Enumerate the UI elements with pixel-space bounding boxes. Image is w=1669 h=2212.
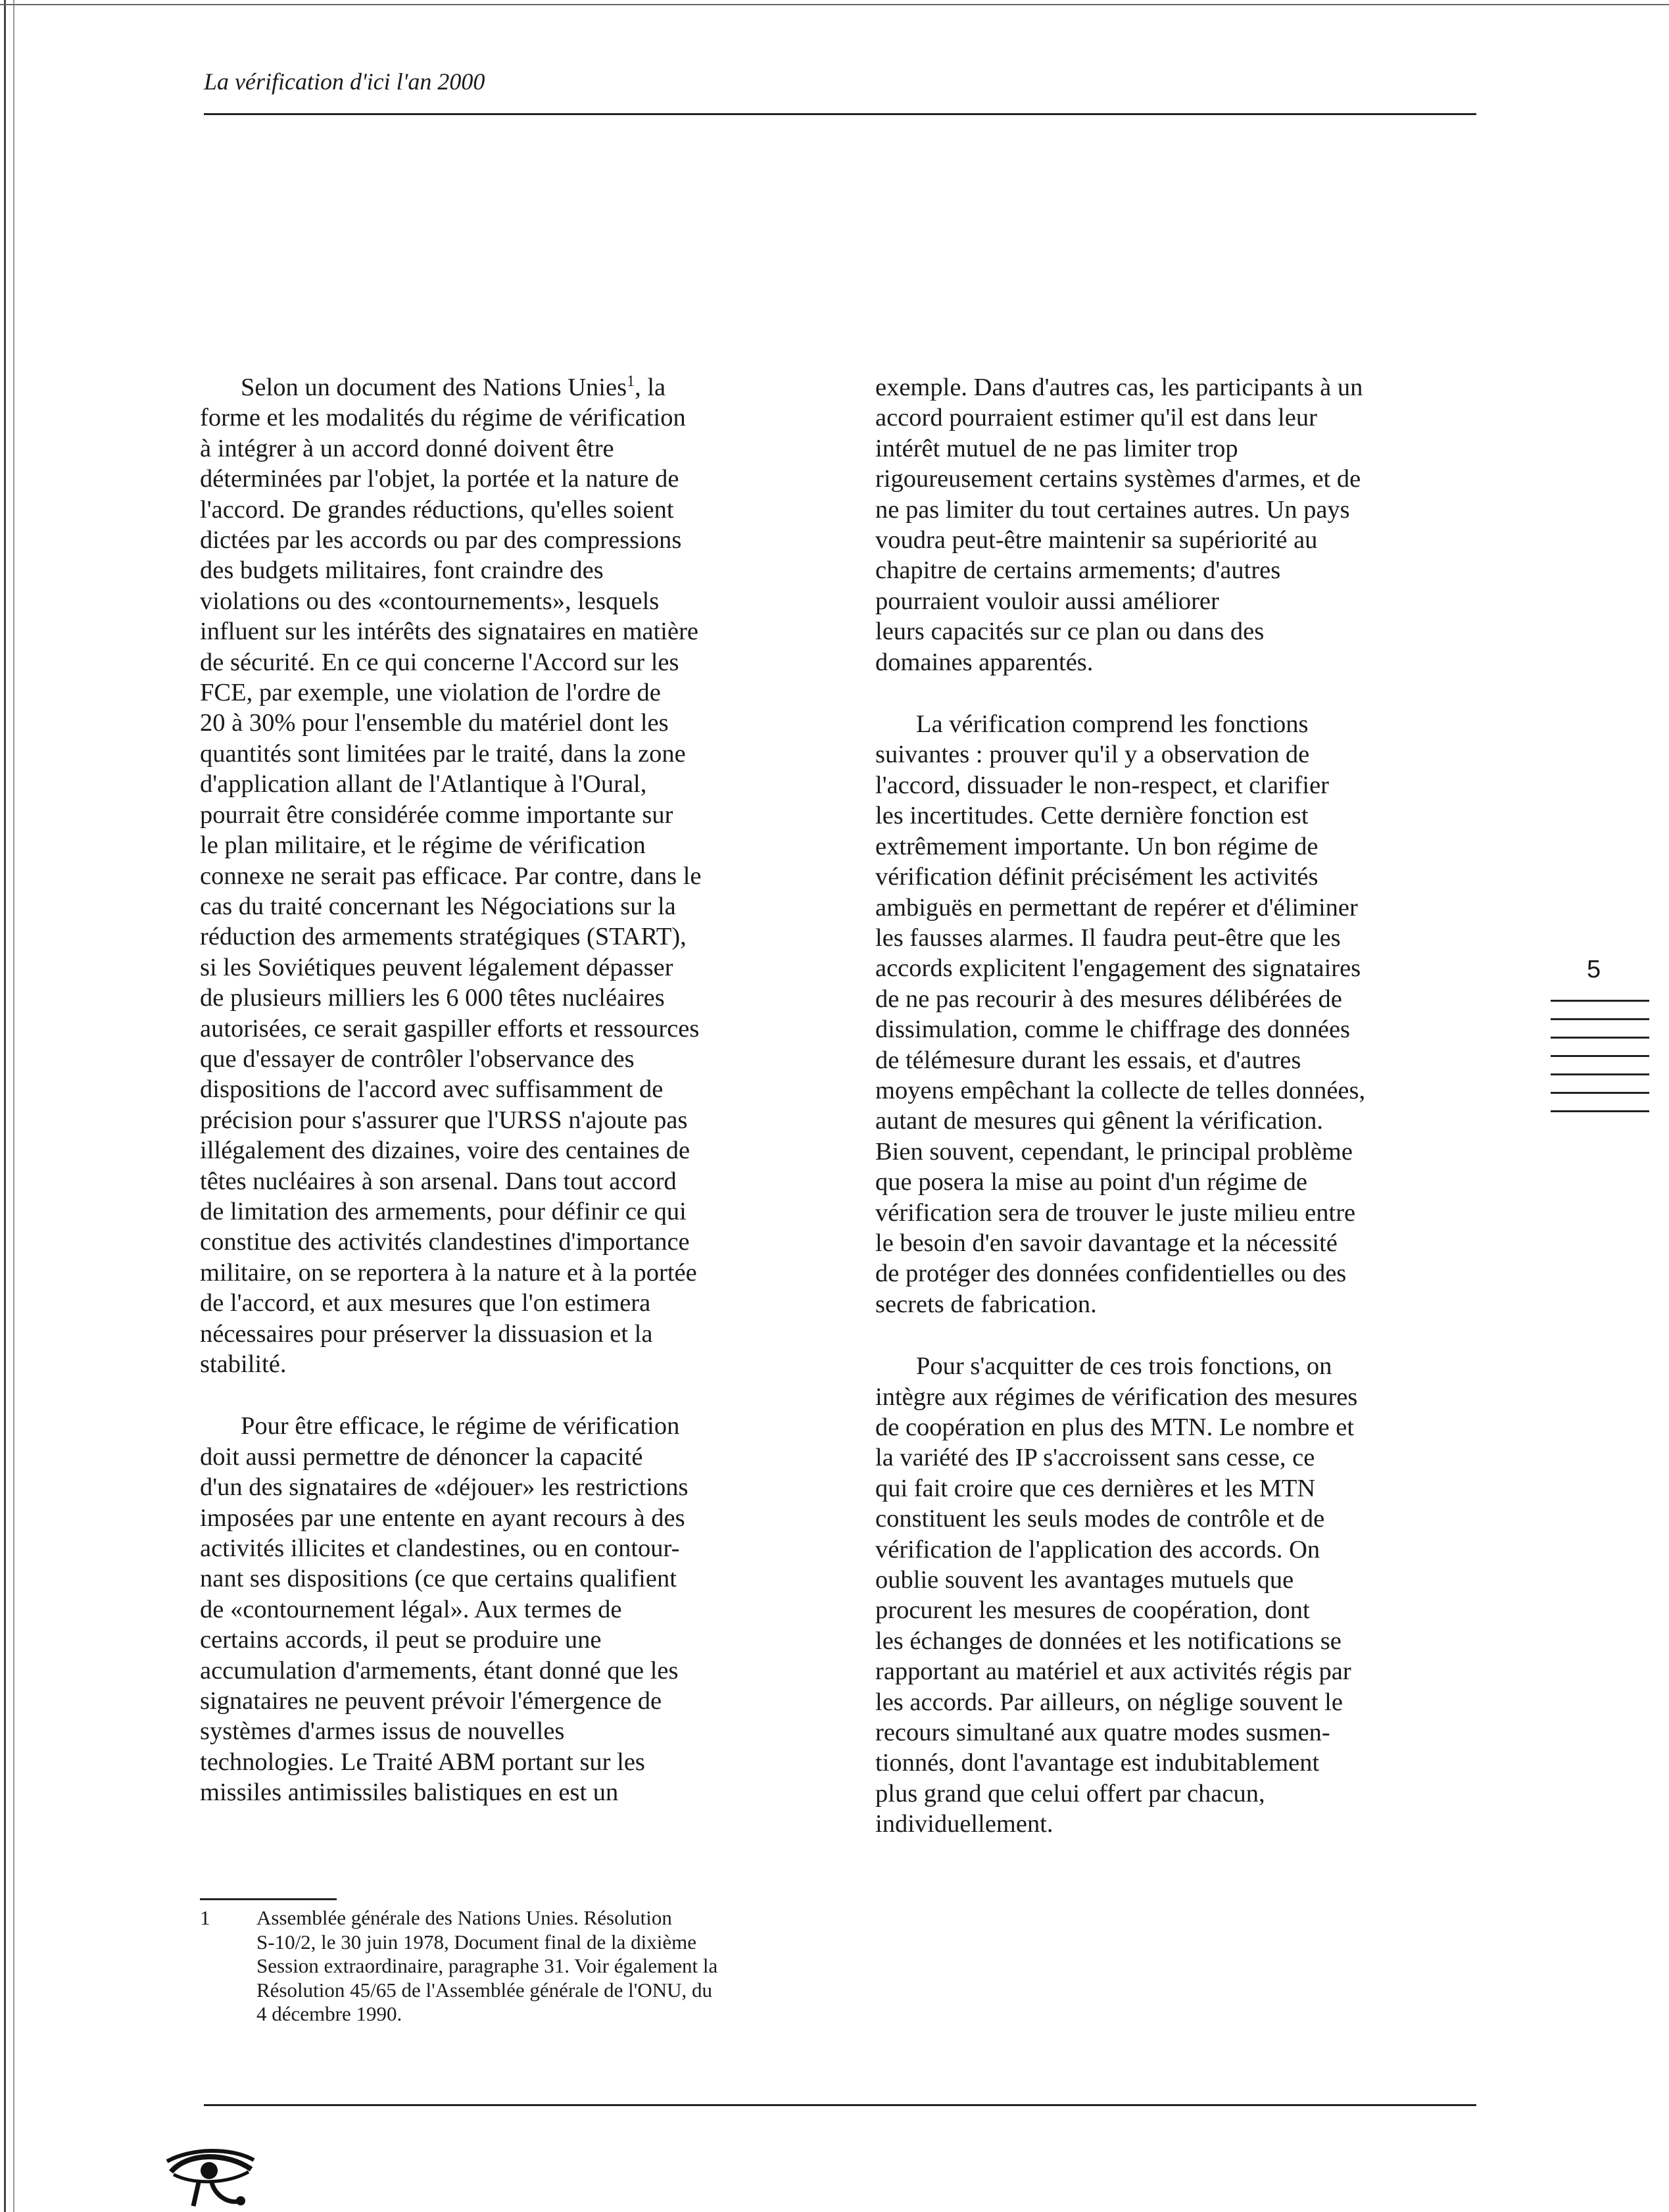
text-line: dispositions de l'accord avec suffisamment de: [200, 1075, 664, 1104]
text-line: le plan militaire, et le régime de vérification: [200, 831, 646, 860]
text-line: que d'essayer de contrôler l'observance des: [200, 1045, 635, 1073]
margin-rule: [1551, 1110, 1649, 1112]
text-line: l'accord, dissuader le non-respect, et clarifier: [875, 771, 1329, 799]
text-line: vérification définit précisément les activités: [875, 863, 1318, 891]
paragraph: [200, 1411, 821, 1807]
margin-rules: [1551, 1000, 1649, 1129]
footer-rule: [204, 2104, 1476, 2106]
text-line: dictées par les accords ou par des compressions: [200, 526, 682, 554]
text-line: signataires ne peuvent prévoir l'émergence de: [200, 1687, 662, 1715]
text-line: d'application allant de l'Atlantique à l'Oural,: [200, 770, 647, 799]
text-line: Bien souvent, cependant, le principal problème: [875, 1137, 1353, 1166]
text-line: les échanges de données et les notifications se: [875, 1627, 1342, 1655]
text-line: Pour s'acquitter de ces trois fonctions, on: [916, 1352, 1332, 1381]
text-line: de plusieurs milliers les 6 000 têtes nucléaires: [200, 984, 665, 1012]
text-line: Session extraordinaire, paragraphe 31. Voir également la: [256, 1954, 718, 1977]
text-line: 20 à 30% pour l'ensemble du matériel dont les: [200, 709, 669, 737]
text-line: si les Soviétiques peuvent légalement dépasser: [200, 953, 673, 981]
text-line: leurs capacités sur ce plan ou dans des: [875, 618, 1265, 646]
text-line: autorisées, ce serait gaspiller efforts et ressources: [200, 1014, 700, 1043]
text-line: l'accord. De grandes réductions, qu'elles soient: [200, 495, 674, 524]
text-line: exemple. Dans d'autres cas, les participants à un: [875, 374, 1363, 401]
text-line: activités illicites et clandestines, ou en contour-: [200, 1535, 680, 1563]
paragraph: [200, 372, 821, 1379]
page-number: 5: [1587, 956, 1601, 983]
text-line: pourraient vouloir aussi améliorer: [875, 587, 1219, 615]
text-line: déterminées par l'objet, la portée et la nature de: [200, 465, 679, 493]
text-line: nant ses dispositions (ce que certains qualifient: [200, 1565, 677, 1593]
text-line: chapitre de certains armements; d'autres: [875, 556, 1281, 585]
margin-rule: [1551, 1055, 1649, 1057]
text-line: autant de mesures qui gênent la vérification.: [875, 1107, 1323, 1135]
text-line: Pour être efficace, le régime de vérification: [241, 1412, 680, 1440]
paragraph: [875, 709, 1490, 1319]
footnote-ref[interactable]: 1: [627, 373, 635, 390]
text-line: dissimulation, comme le chiffrage des données: [875, 1016, 1351, 1044]
text-line: certains accords, il peut se produire une: [200, 1626, 602, 1654]
text-line: voudra peut-être maintenir sa supériorité au: [875, 526, 1318, 554]
text-line: procurent les mesures de coopération, dont: [875, 1596, 1310, 1625]
text-line: intègre aux régimes de vérification des mesures: [875, 1383, 1358, 1411]
text-line: les fausses alarmes. Il faudra peut-être que les: [875, 923, 1341, 952]
text-line: moyens empêchant la collecte de telles données,: [875, 1076, 1366, 1104]
text-line: de l'accord, et aux mesures que l'on estimera: [200, 1289, 651, 1317]
text-line: de ne pas recourir à des mesures délibérées de: [875, 985, 1342, 1013]
text-line: missiles antimissiles balistiques en est un: [200, 1779, 619, 1807]
text-line: têtes nucléaires à son arsenal. Dans tout accord: [200, 1167, 677, 1195]
margin-rule: [1551, 1000, 1649, 1002]
text-line: forme et les modalités du régime de vérification: [200, 404, 686, 432]
text-line: rigoureusement certains systèmes d'armes, et de: [875, 465, 1361, 493]
eye-of-horus-icon: [164, 2146, 256, 2209]
scan-edge: [4, 0, 6, 2212]
text-line: cas du traité concernant les Négociations sur la: [200, 892, 676, 920]
text-line: pourrait être considérée comme importante sur: [200, 800, 673, 829]
text-line: accords explicitent l'engagement des signataires: [875, 954, 1361, 983]
text-line: de protéger des données confidentielles ou des: [875, 1260, 1347, 1288]
scan-edge: [13, 0, 14, 2212]
text-line: de sécurité. En ce qui concerne l'Accord sur les: [200, 648, 679, 676]
text-line: quantités sont limitées par le traité, dans la zone: [200, 739, 686, 768]
margin-rule: [1551, 1073, 1649, 1075]
text-line: nécessaires pour préserver la dissuasion et la: [200, 1319, 653, 1348]
footnote-rule: [200, 1898, 337, 1900]
paragraph: [875, 372, 1490, 677]
text-line: 4 décembre 1990.: [256, 2002, 402, 2025]
text-line: à intégrer à un accord donné doivent être: [200, 434, 614, 462]
text-line: imposées par une entente en ayant recours à des: [200, 1504, 685, 1532]
text-line: individuellement.: [875, 1810, 1053, 1838]
header-rule: [204, 113, 1476, 115]
text-line: constitue des activités clandestines d'importance: [200, 1228, 690, 1256]
paragraph: [875, 1351, 1490, 1840]
text-line: stabilité.: [200, 1350, 287, 1378]
text-line: militaire, on se reportera à la nature et à la portée: [200, 1258, 697, 1287]
text-line: La vérification comprend les fonctions: [916, 710, 1309, 739]
margin-rule: [1551, 1037, 1649, 1039]
text-line: de télémesure durant les essais, et d'autres: [875, 1046, 1301, 1074]
text-line: de coopération en plus des MTN. Le nombre et: [875, 1413, 1355, 1441]
running-head: La vérification d'ici l'an 2000: [204, 68, 485, 95]
text-line: suivantes : prouver qu'il y a observation de: [875, 741, 1310, 769]
text-line: de «contournement légal». Aux termes de: [200, 1595, 622, 1623]
text-line: secrets de fabrication.: [875, 1290, 1097, 1318]
text-line: de limitation des armements, pour définir ce qui: [200, 1197, 687, 1225]
margin-rule: [1551, 1018, 1649, 1020]
text-line: ne pas limiter du tout certaines autres. Un pays: [875, 495, 1350, 524]
scan-edge: [0, 4, 1669, 5]
margin-rule: [1551, 1092, 1649, 1094]
text-line: doit aussi permettre de dénoncer la capacité: [200, 1442, 643, 1471]
text-line: d'un des signataires de «déjouer» les restrictions: [200, 1473, 689, 1502]
text-line: Résolution 45/65 de l'Assemblée générale de l'ONU, du: [256, 1978, 713, 2002]
text-line: technologies. Le Traité ABM portant sur les: [200, 1748, 645, 1776]
text-line: les incertitudes. Cette dernière fonction est: [875, 802, 1309, 830]
text-line: vérification sera de trouver le juste milieu entre: [875, 1198, 1356, 1227]
left-column: [200, 372, 821, 1840]
text-line: S-10/2, le 30 juin 1978, Document final de la dixième: [256, 1930, 696, 1954]
text-line: domaines apparentés.: [875, 648, 1094, 676]
text-line: tionnés, dont l'avantage est indubitablement: [875, 1749, 1320, 1777]
text-line: intérêt mutuel de ne pas limiter trop: [875, 434, 1238, 462]
text-line: extrêmement importante. Un bon régime de: [875, 832, 1318, 860]
footnote-number: 1: [200, 1906, 210, 1929]
text-line: vérification de l'application des accords. On: [875, 1535, 1320, 1563]
footnote-text: [256, 1906, 835, 2027]
text-line: illégalement des dizaines, voire des centaines de: [200, 1137, 690, 1165]
text-line: la variété des IP s'accroissent sans cesse, ce: [875, 1444, 1315, 1472]
text-line: oublie souvent les avantages mutuels que: [875, 1566, 1294, 1594]
text-line: qui fait croire que ces dernières et les MTN: [875, 1474, 1316, 1502]
text-line: réduction des armements stratégiques (START),: [200, 923, 687, 951]
text-line: influent sur les intérêts des signataires en matière: [200, 618, 698, 646]
text-line: plus grand que celui offert par chacun,: [875, 1779, 1265, 1807]
right-column: [875, 372, 1490, 1871]
text-line: violations ou des «contournements», lesquels: [200, 587, 660, 615]
text-line: des budgets militaires, font craindre des: [200, 556, 604, 585]
text-line: rapportant au matériel et aux activités régis par: [875, 1658, 1351, 1686]
text-line: ambiguës en permettant de repérer et d'éliminer: [875, 893, 1358, 922]
text-line: le besoin d'en savoir davantage et la nécessité: [875, 1229, 1338, 1257]
text-line: que posera la mise au point d'un régime de: [875, 1168, 1307, 1196]
text-line: précision pour s'assurer que l'URSS n'ajoute pas: [200, 1106, 688, 1134]
text-line: constituent les seuls modes de contrôle et de: [875, 1505, 1325, 1533]
text-line: recours simultané aux quatre modes susmen-: [875, 1719, 1330, 1747]
text-line: Assemblée générale des Nations Unies. Résolution: [256, 1906, 672, 1929]
text-line: systèmes d'armes issus de nouvelles: [200, 1717, 565, 1746]
text-line: les accords. Par ailleurs, on néglige souvent le: [875, 1688, 1343, 1716]
text-line: connexe ne serait pas efficace. Par contre, dans le: [200, 862, 702, 890]
text-line: FCE, par exemple, une violation de l'ordre de: [200, 679, 661, 707]
text-line: accumulation d'armements, étant donné que les: [200, 1656, 679, 1684]
text-line: accord pourraient estimer qu'il est dans leur: [875, 404, 1317, 432]
text-line: Selon un document des Nations Unies$^1$, la: [241, 373, 666, 401]
